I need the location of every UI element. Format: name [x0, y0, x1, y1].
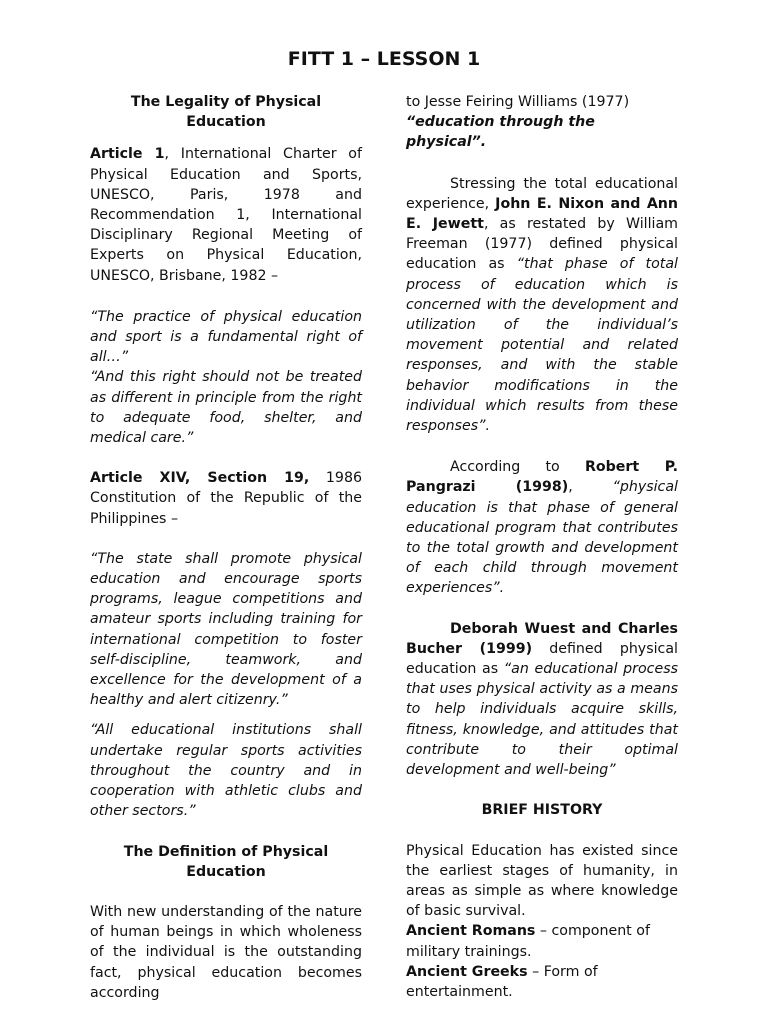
quote-educational-institutions: “All educational institutions shall undertake regular sports activities throughout the country and in cooperation with athletic clubs and other sectors.”: [90, 722, 362, 820]
nixon-jewett-names: John E. Nixon and Ann E. Jewett: [406, 195, 679, 233]
article-1-paragraph: [90, 144, 362, 285]
pangrazi-intro: According to: [450, 459, 585, 476]
definition-paragraph: With new understanding of the nature of human beings in which wholeness of the individual is the outstanding fact, physical education becomes according: [90, 903, 362, 1001]
wuest-bucher-names: Deborah Wuest and Charles Bucher (1999): [406, 620, 678, 657]
williams-quote: “education through the physical”.: [406, 114, 595, 151]
ancient-greeks-label: Ancient Greeks: [406, 963, 528, 980]
ancient-romans-item: [406, 921, 678, 961]
pangrazi-quote: “physical education is that phase of general educational program that contributes to the total growth and development of each child through movement experiences”.: [406, 479, 678, 597]
ancient-romans-text: – component of military trainings.: [406, 923, 650, 960]
article-1-lead: Article 1: [90, 146, 165, 163]
ancient-greeks-item: [406, 962, 678, 1002]
history-paragraph: Physical Education has existed since the earliest stages of humanity, in areas as simple as where knowledge of basic survival.: [406, 842, 678, 920]
brief-history-heading: BRIEF HISTORY: [481, 802, 603, 819]
pangrazi-paragraph: [406, 457, 678, 598]
nixon-quote: “that phase of total process of education which is concerned with the development and utilization of the individual’s movement potential and related responses, and with the stable behavior modifications in the individual which results from these responses”.: [406, 256, 678, 435]
left-column: [90, 92, 362, 1003]
ancient-greeks-text: – Form of entertainment.: [406, 963, 598, 1000]
nixon-mid: , as restated by William Freeman (1977) defined physical education as: [406, 216, 679, 273]
wuest-bucher-paragraph: [406, 619, 678, 781]
wuest-quote: “an educational process that uses physical activity as a means to help individuals acquire skills, fitness, knowledge, and attitudes that contribute to their optimal development and well-being”: [406, 661, 678, 779]
pangrazi-sep: ,: [568, 479, 613, 496]
ancient-romans-label: Ancient Romans: [406, 923, 536, 940]
page-title: FITT 1 – LESSON 1: [287, 48, 481, 70]
definition-heading: The Definition of Physical Education: [123, 843, 329, 880]
wuest-mid: defined physical education as: [406, 640, 678, 678]
nixon-intro: Stressing the total educational experience,: [406, 175, 678, 212]
right-column: [406, 92, 678, 1002]
quote-fundamental-right: “The practice of physical education and sport is a fundamental right of all…”: [90, 308, 362, 366]
williams-continuation: to Jesse Feiring Williams (1977): [406, 94, 630, 110]
pangrazi-name: Robert P. Pangrazi (1998): [406, 459, 678, 496]
nixon-jewett-paragraph: [406, 174, 678, 437]
quote-right-principle: “And this right should not be treated as different in principle from the right to adequate food, shelter, and medical care.”: [90, 369, 362, 447]
quote-state-promote: “The state shall promote physical education and encourage sports programs, league competitions and amateur sports including training for international competition to foster self-discipline, teamwork, and excellence for the development of a healthy and alert citizenry.”: [90, 550, 362, 709]
article-xiv-text: 1986 Constitution of the Republic of the Philippines –: [90, 470, 362, 527]
article-1-text: , International Charter of Physical Education and Sports, UNESCO, Paris, 1978 and Recommendation 1, International Disciplinary Regional Meeting of Experts on Physical Education, UNESCO, Brisbane, 1982 –: [90, 146, 362, 284]
legality-heading: The Legality of Physical Education: [130, 94, 322, 131]
article-xiv-paragraph: [90, 468, 362, 529]
article-xiv-lead: Article XIV, Section 19,: [90, 470, 310, 487]
